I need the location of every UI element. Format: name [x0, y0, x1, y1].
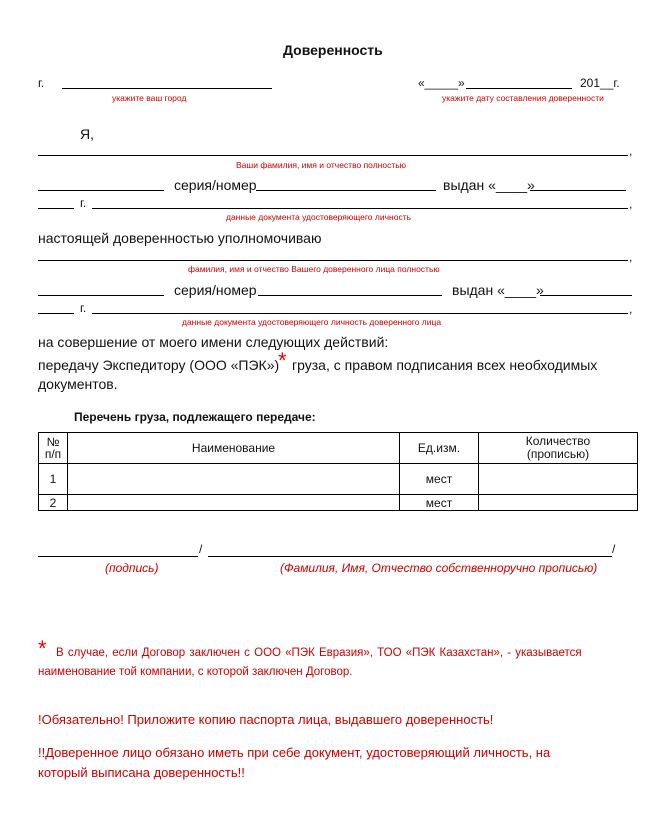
table-row: [39, 464, 638, 495]
footnote-line-1: В случае, если Договор заключен с ООО «ПЭК Евразия», ТОО «ПЭК Казахстан», - указывается: [56, 647, 582, 659]
principal-issued-label: выдан «____»: [443, 177, 535, 193]
principal-doc-type-field[interactable]: [38, 190, 164, 191]
date-hint: укажите дату составления доверенности: [442, 93, 604, 103]
row-unit: мест: [400, 464, 479, 495]
notice-id-line-2: который выписана доверенность!!: [38, 765, 245, 780]
signature-slash-2: /: [612, 542, 616, 556]
fio-handwritten-field[interactable]: [208, 556, 612, 557]
col-qty-line2: (прописью): [526, 447, 590, 461]
principal-issued-field[interactable]: [530, 190, 626, 191]
transfer-text-c: документов.: [38, 376, 118, 392]
principal-g-label: г.: [80, 196, 87, 210]
date-month-field[interactable]: [466, 88, 572, 89]
transfer-text-b: груза, с правом подписания всех необходимых: [292, 357, 598, 373]
row-qty-cell[interactable]: [479, 464, 638, 495]
principal-series-field[interactable]: [256, 190, 436, 191]
page-title: Доверенность: [283, 42, 383, 58]
transfer-text-a: передачу Экспедитору (ООО «ПЭК»): [38, 357, 280, 373]
city-field[interactable]: [62, 88, 272, 89]
agent-doc-hint: данные документа удостоверяющего личность доверенного лица: [182, 317, 442, 327]
row-unit: мест: [400, 495, 479, 511]
agent-issued-label: выдан «____»: [452, 282, 544, 298]
row-num: 2: [39, 495, 68, 511]
col-num-line2: п/п: [44, 447, 62, 461]
goods-title: Перечень груза, подлежащего передаче:: [74, 410, 316, 424]
agent-doc-type-field[interactable]: [38, 295, 164, 296]
row-name-cell[interactable]: [68, 495, 400, 511]
grant-text: настоящей доверенностью уполномочиваю: [38, 230, 322, 246]
city-hint: укажите ваш город: [112, 93, 187, 103]
comma: ,: [629, 197, 633, 211]
asterisk-mark: *: [278, 348, 287, 373]
agent-name-hint: фамилия, имя и отчество Вашего доверенного лица полностью: [188, 264, 440, 274]
signature-field[interactable]: [38, 556, 198, 557]
agent-series-label: серия/номер: [174, 282, 257, 298]
footnote-asterisk: *: [38, 636, 47, 661]
agent-issued-field[interactable]: [540, 295, 632, 296]
fio-hint: (Фамилия, Имя, Отчество собственноручно прописью): [280, 561, 598, 575]
actions-text: на совершение от моего имени следующих действий:: [38, 334, 389, 350]
table-header-row: [39, 433, 638, 464]
notice-passport: !Обязательно! Приложите копию паспорта лица, выдавшего доверенность!: [38, 712, 494, 727]
row-name-cell[interactable]: [68, 464, 400, 495]
notice-id-line-1: !!Доверенное лицо обязано иметь при себе документ, удостоверяющий личность, на: [38, 745, 551, 760]
row-qty-cell[interactable]: [479, 495, 638, 511]
comma: ,: [629, 144, 633, 158]
footnote-line-2: наименование той компании, с которой заключен Договор.: [38, 666, 353, 678]
date-year: 201__г.: [580, 76, 620, 90]
signature-hint: (подпись): [105, 561, 159, 575]
principal-issuer-field[interactable]: [92, 208, 628, 209]
agent-issuer-field[interactable]: [92, 313, 628, 314]
principal-year-field[interactable]: [38, 208, 74, 209]
col-name-header: Наименование: [68, 433, 400, 464]
col-qty-line1: Количество: [525, 434, 591, 448]
col-num-line1: №: [46, 435, 60, 449]
comma: ,: [629, 250, 633, 264]
principal-name-hint: Ваши фамилия, имя и отчество полностью: [236, 160, 407, 170]
agent-name-field[interactable]: [38, 260, 628, 261]
date-day: «_____»: [418, 76, 465, 90]
signature-slash-1: /: [199, 542, 203, 556]
agent-year-field[interactable]: [38, 313, 74, 314]
col-num-header: [39, 433, 68, 464]
col-unit-header: Ед.изм.: [400, 433, 479, 464]
principal-doc-hint: данные документа удостоверяющего личность: [226, 212, 412, 222]
goods-table: [38, 432, 638, 511]
table-row: [39, 495, 638, 511]
principal-name-field[interactable]: [38, 155, 628, 156]
agent-g-label: г.: [80, 301, 87, 315]
col-qty-header: [479, 433, 638, 464]
comma: ,: [629, 302, 633, 316]
ya-label: Я,: [80, 126, 94, 142]
agent-series-field[interactable]: [258, 295, 442, 296]
city-prefix: г.: [38, 76, 45, 90]
row-num: 1: [39, 464, 68, 495]
principal-series-label: серия/номер: [174, 177, 257, 193]
